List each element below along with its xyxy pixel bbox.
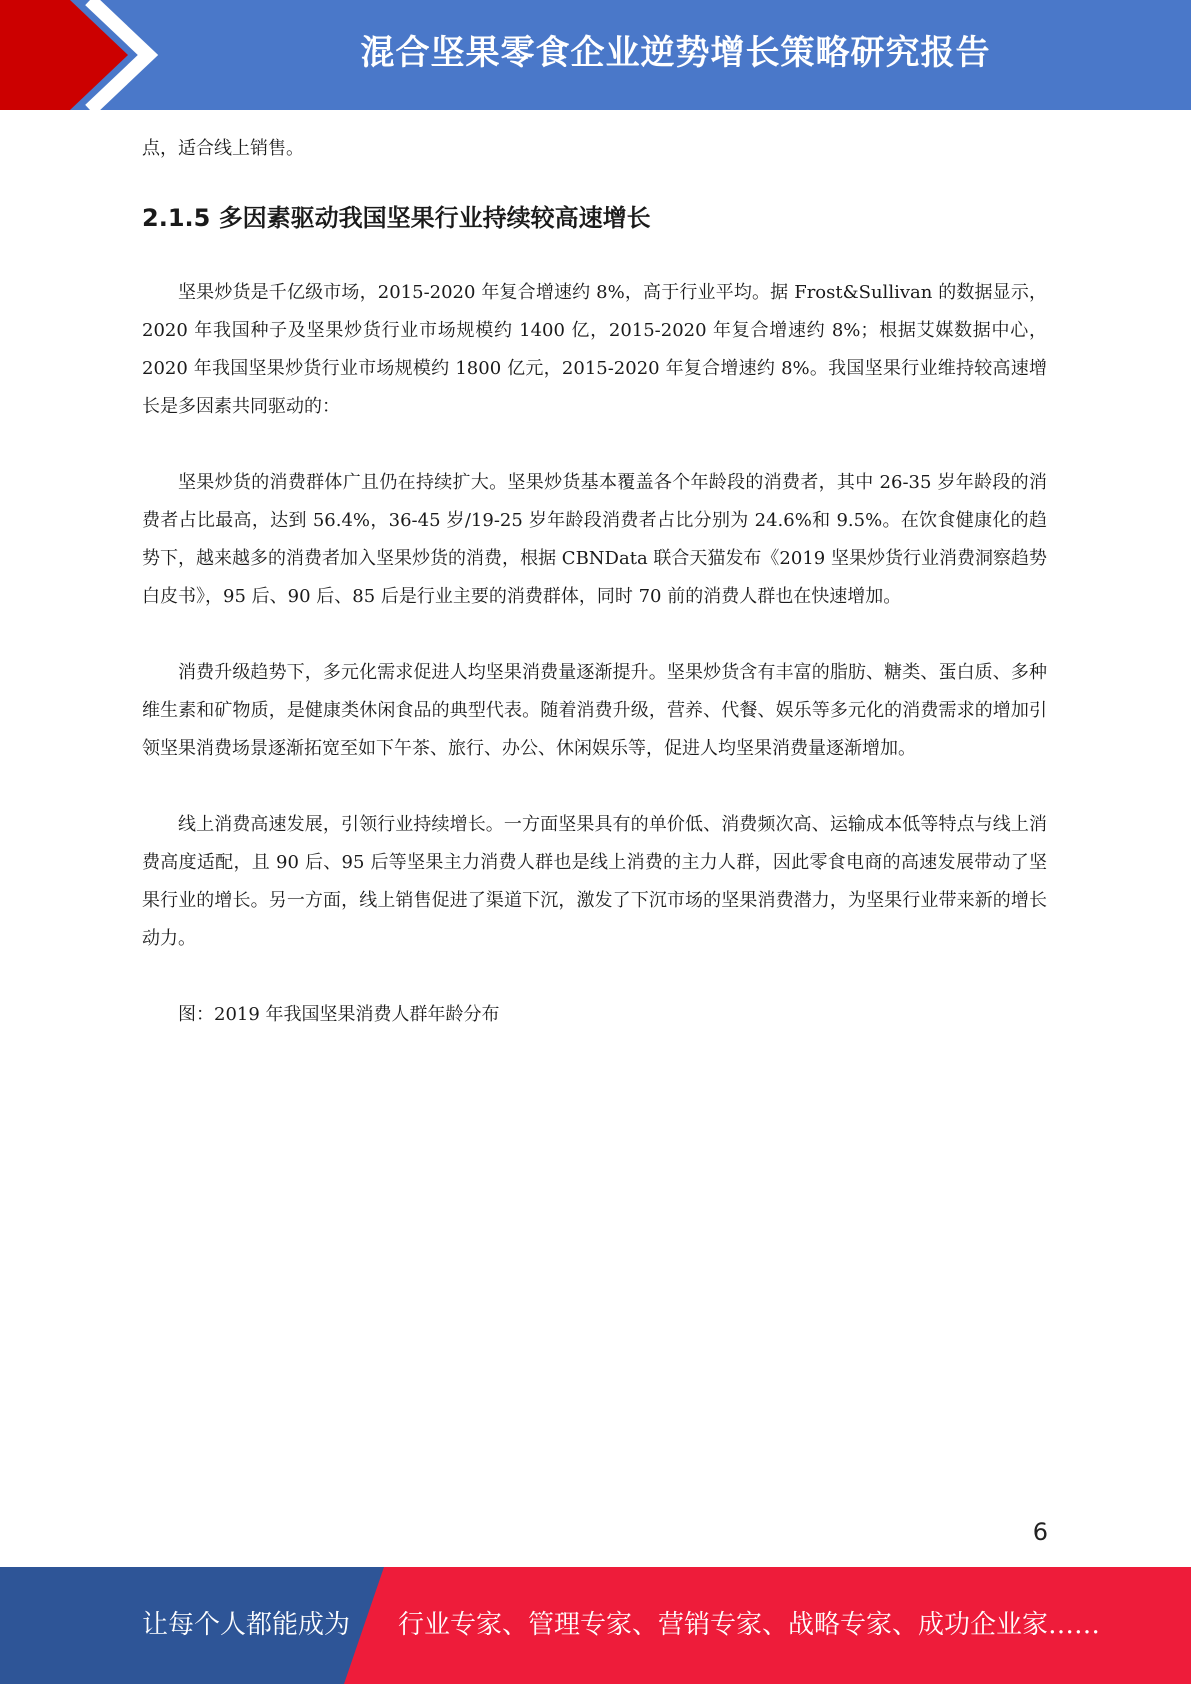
footer-slogan-left: 让每个人都能成为 — [142, 1610, 351, 1640]
page-header — [0, 0, 1191, 110]
footer-slogan-right: 行业专家、管理专家、营销专家、战略专家、成功企业家…… — [398, 1610, 1101, 1640]
page-footer — [0, 1567, 1191, 1684]
page-number: 6 — [1032, 1518, 1048, 1546]
paragraph-3: 消费升级趋势下，多元化需求促进人均坚果消费量逐渐提升。坚果炒货含有丰富的脂肪、糖类、蛋白质、多种维生素和矿物质，是健康类休闲食品的典型代表。随着消费升级，营养、代餐、娱乐等多元化的消费需求的增加引领坚果消费场景逐渐拓宽至如下午茶、旅行、办公、休闲娱乐等，促进人均坚果消费量逐渐增加。 — [142, 662, 1047, 759]
paragraph-1: 坚果炒货是千亿级市场，2015-2020 年复合增速约 8%，高于行业平均。据 Frost&Sullivan 的数据显示，2020 年我国种子及坚果炒货行业市场规模约 1400 亿，2015-2020 年复合增速约 8%；根据艾媒数据中心，2020 年我国坚果炒货行业市场规模约 1800 亿元，2015-2020 年复合增速约 8%。我国坚果行业维持较高速增长是多因素共同驱动的： — [142, 282, 1047, 417]
figure-caption: 图：2019 年我国坚果消费人群年龄分布 — [178, 1004, 500, 1025]
section-heading: 2.1.5 多因素驱动我国坚果行业持续较高速增长 — [142, 204, 651, 232]
header-arrow-decoration — [0, 0, 180, 110]
document-title: 混合坚果零食企业逆势增长策略研究报告 — [360, 33, 991, 73]
page-content — [142, 130, 1047, 1034]
paragraph-2: 坚果炒货的消费群体广且仍在持续扩大。坚果炒货基本覆盖各个年龄段的消费者，其中 26-35 岁年龄段的消费者占比最高，达到 56.4%，36-45 岁/19-25 岁年龄段消费者占比分别为 24.6%和 9.5%。在饮食健康化的趋势下，越来越多的消费者加入坚果炒货的消费，根据 CBNData 联合天猫发布《2019 坚果炒货行业消费洞察趋势白皮书》，95 后、90 后、85 后是行业主要的消费群体，同时 70 前的消费人群也在快速增加。 — [142, 472, 1047, 607]
continuation-text: 点，适合线上销售。 — [142, 138, 304, 159]
paragraph-4: 线上消费高速发展，引领行业持续增长。一方面坚果具有的单价低、消费频次高、运输成本低等特点与线上消费高度适配，且 90 后、95 后等坚果主力消费人群也是线上消费的主力人群，因此零食电商的高速发展带动了坚果行业的增长。另一方面，线上销售促进了渠道下沉，激发了下沉市场的坚果消费潜力，为坚果行业带来新的增长动力。 — [142, 814, 1047, 949]
